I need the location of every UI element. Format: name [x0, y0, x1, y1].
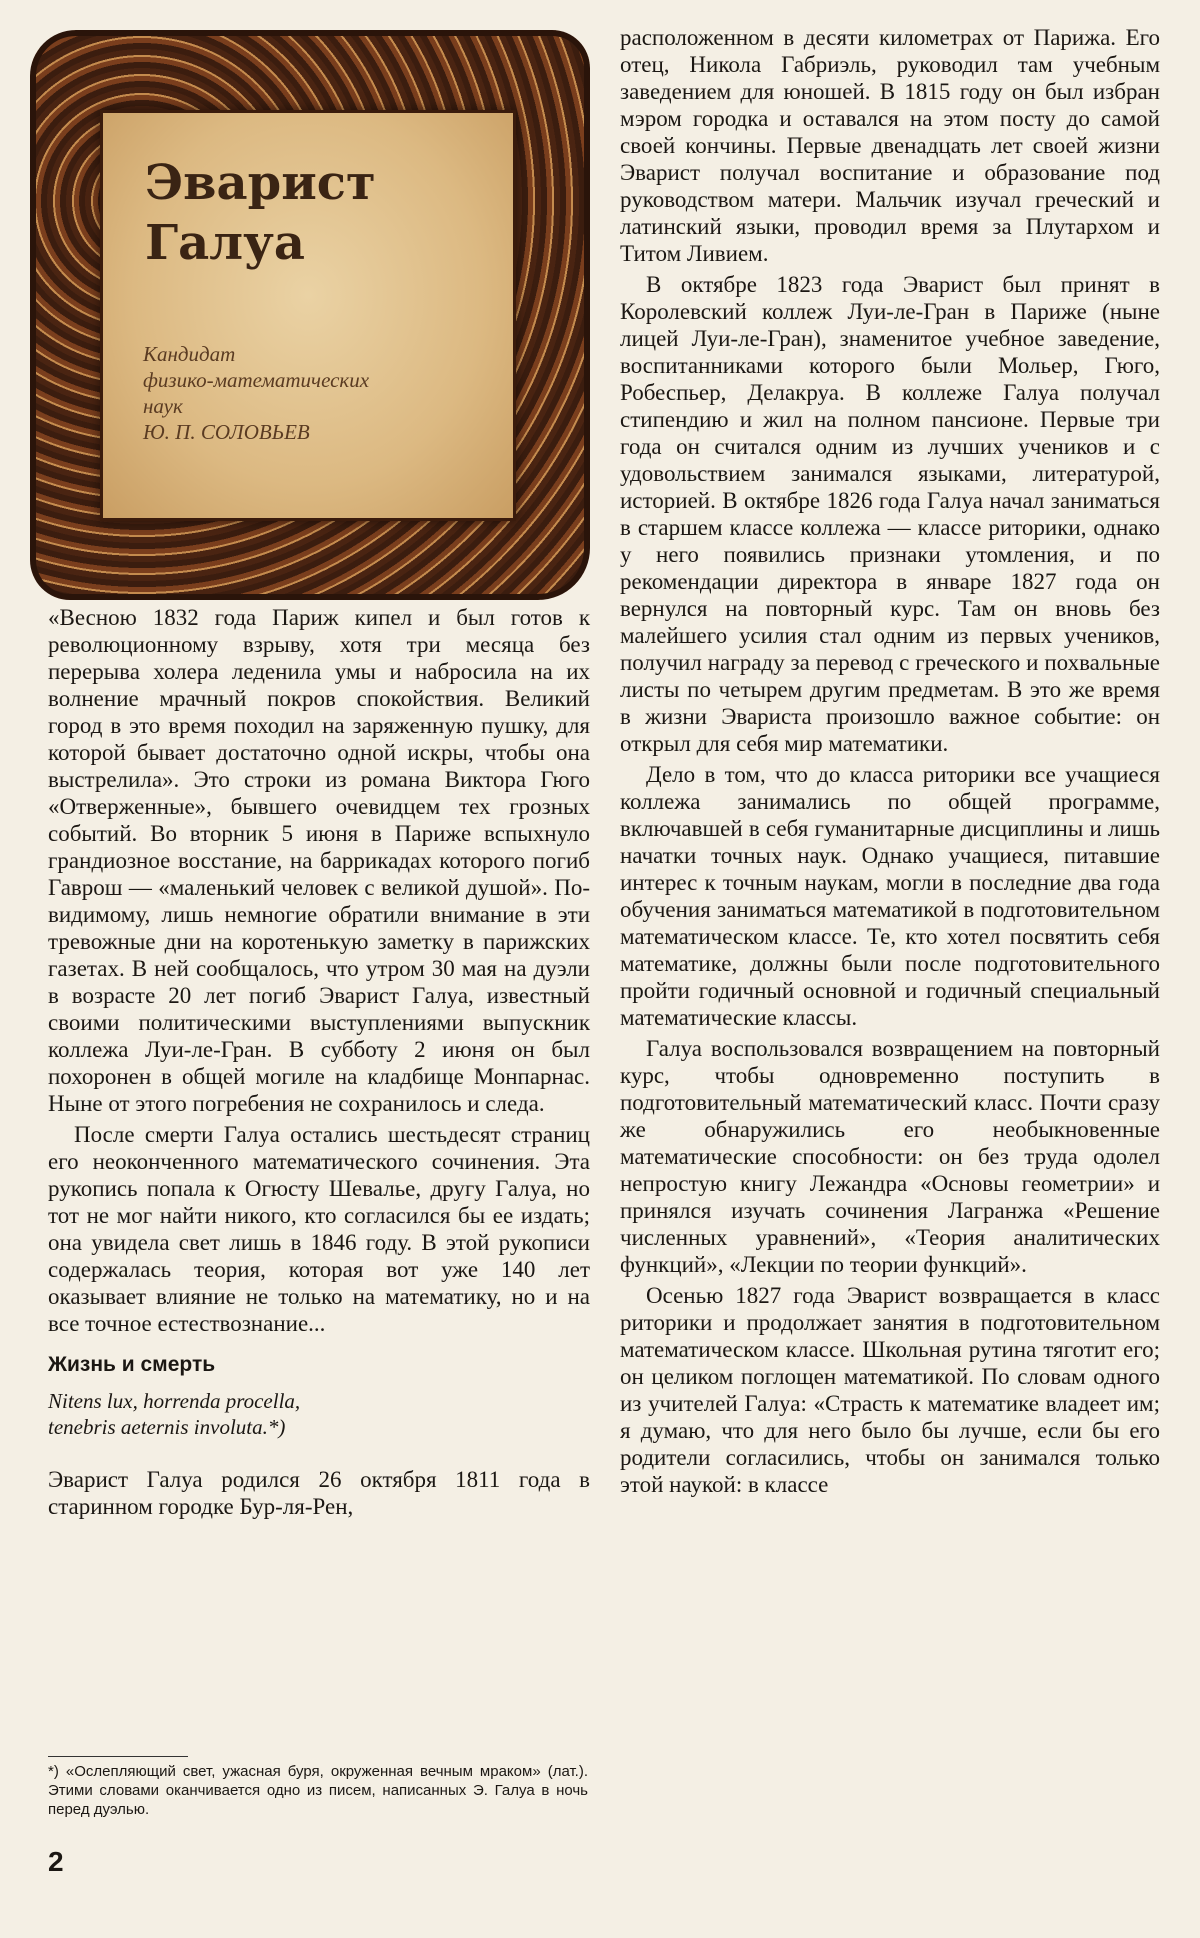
- left-column: [48, 604, 590, 1524]
- right-paragraph: Осенью 1827 года Эварист возвращается в класс риторики и продолжает занятия в подготовительном математическом классе. Школьная рутина тяготит его; он целиком поглощен математикой. По словам одного из учителей Галуа: «Страсть к математике владеет им; я думаю, что для него было бы лучше, если бы его родители согласились, чтобы он занимался только этой наукой: в классе: [620, 1283, 1160, 1497]
- right-paragraph: расположенном в десяти километрах от Парижа. Его отец, Никола Габриэль, руководил там учебным заведением для юношей. В 1815 году он был избран мэром городка и оставался на этом посту до самой своей кончины. Первые двенадцать лет своей жизни Эварист получал воспитание и образование под руководством матери. Мальчик изучал греческий и латинский языки, проводил время за Плутархом и Титом Ливием.: [620, 25, 1160, 266]
- author-byline: Кандидат физико-математических наук Ю. П. СОЛОВЬЕВ: [143, 342, 370, 444]
- title-panel: [100, 110, 516, 521]
- right-paragraph: Дело в том, что до класса риторики все учащиеся коллежа занимались по общей программе, включавшей в себя гуманитарные дисциплины и лишь начатки точных наук. Однако учащиеся, питавшие интерес к точным наукам, могли в последние два года обучения заниматься математикой в подготовительном математическом классе. Те, кто хотел посвятить себя математике, должны были после подготовительного пройти годичный основной и годичный специальный математические классы.: [620, 762, 1160, 1030]
- left-closing-paragraph: Эварист Галуа родился 26 октября 1811 года в старинном городке Бур-ля-Рен,: [48, 1467, 590, 1519]
- footnote-divider: [48, 1756, 188, 1757]
- epigraph: Nitens lux, horrenda procella, tenebris aeternis involuta.*): [48, 1389, 301, 1439]
- right-paragraph: Галуа воспользовался возвращением на повторный курс, чтобы одновременно поступить в подготовительный математический класс. Почти сразу же обнаружились его необыкновенные математические способности: он без труда одолел непростую книгу Лежандра «Основы геометрии» и принялся изучать сочинения Лагранжа «Решение численных уравнений», «Теория аналитических функций», «Лекции по теории функций».: [620, 1036, 1160, 1277]
- right-paragraph: В октябре 1823 года Эварист был принят в Королевский коллеж Луи-ле-Гран в Париже (ныне лицей Луи-ле-Гран), знаменитое учебное заведение, воспитанниками которого были Мольер, Гюго, Робеспьер, Делакруа. В коллеже Галуа получал стипендию и жил на полном пансионе. Первые три года он считался одним из лучших учеников и с удовольствием занимался языками, литературой, историей. В октябре 1826 года Галуа начал заниматься в старшем классе коллежа — классе риторики, однако у него появились признаки утомления, и по рекомендации директора в январе 1827 года он вернулся на повторный курс. Там он вновь без малейшего усилия стал одним из первых учеников, получил награду за перевод с греческого и похвальные листы по четырем другим предметам. В это же время в жизни Эвариста произошло важное событие: он открыл для себя мир математики.: [620, 272, 1160, 756]
- left-paragraph: После смерти Галуа остались шестьдесят страниц его неоконченного математического сочинения. Эта рукопись попала к Огюсту Шевалье, другу Галуа, но тот не мог найти никого, кто согласился бы ее издать; она увидела свет лишь в 1846 году. В этой рукописи содержалась теория, которая вот уже 140 лет оказывает влияние не только на математику, но и на все точное естествознание...: [48, 1122, 590, 1336]
- left-paragraph: «Весною 1832 года Париж кипел и был готов к революционному взрыву, хотя три месяца без перерыва холера леденила умы и набросила на их волнение мрачный покров спокойствия. Великий город в это время походил на заряженную пушку, для которой бывает достаточно одной искры, чтобы она выстрелила». Это строки из романа Виктора Гюго «Отверженные», бывшего очевидцем тех грозных событий. Во вторник 5 июня в Париже вспыхнуло грандиозное восстание, на баррикадах которого погиб Гаврош — «маленький человек с великой душой». По-видимому, лишь немногие обратили внимание в эти тревожные дни на коротенькую заметку в парижских газетах. В ней сообщалось, что утром 30 мая на дуэли в возрасте 20 лет погиб Эварист Галуа, известный своими политическими выступлениями выпускник коллежа Луи-ле-Гран. В субботу 2 июня он был похоронен в общей могиле на кладбище Монпарнас. Ныне от этого погребения не сохранилось и следа.: [48, 605, 590, 1116]
- section-heading: Жизнь и смерть: [48, 1353, 216, 1376]
- title-illustration-frame: [30, 30, 590, 600]
- footnote: *) «Ослепляющий свет, ужасная буря, окруженная вечным мраком» (лат.). Этими словами оканчивается одно из писем, написанных Э. Галуа в ночь перед дуэлью.: [48, 1763, 588, 1818]
- article-title: Эварист Галуа: [145, 155, 376, 271]
- right-column: [620, 24, 1160, 1502]
- page-number: 2: [48, 1846, 64, 1877]
